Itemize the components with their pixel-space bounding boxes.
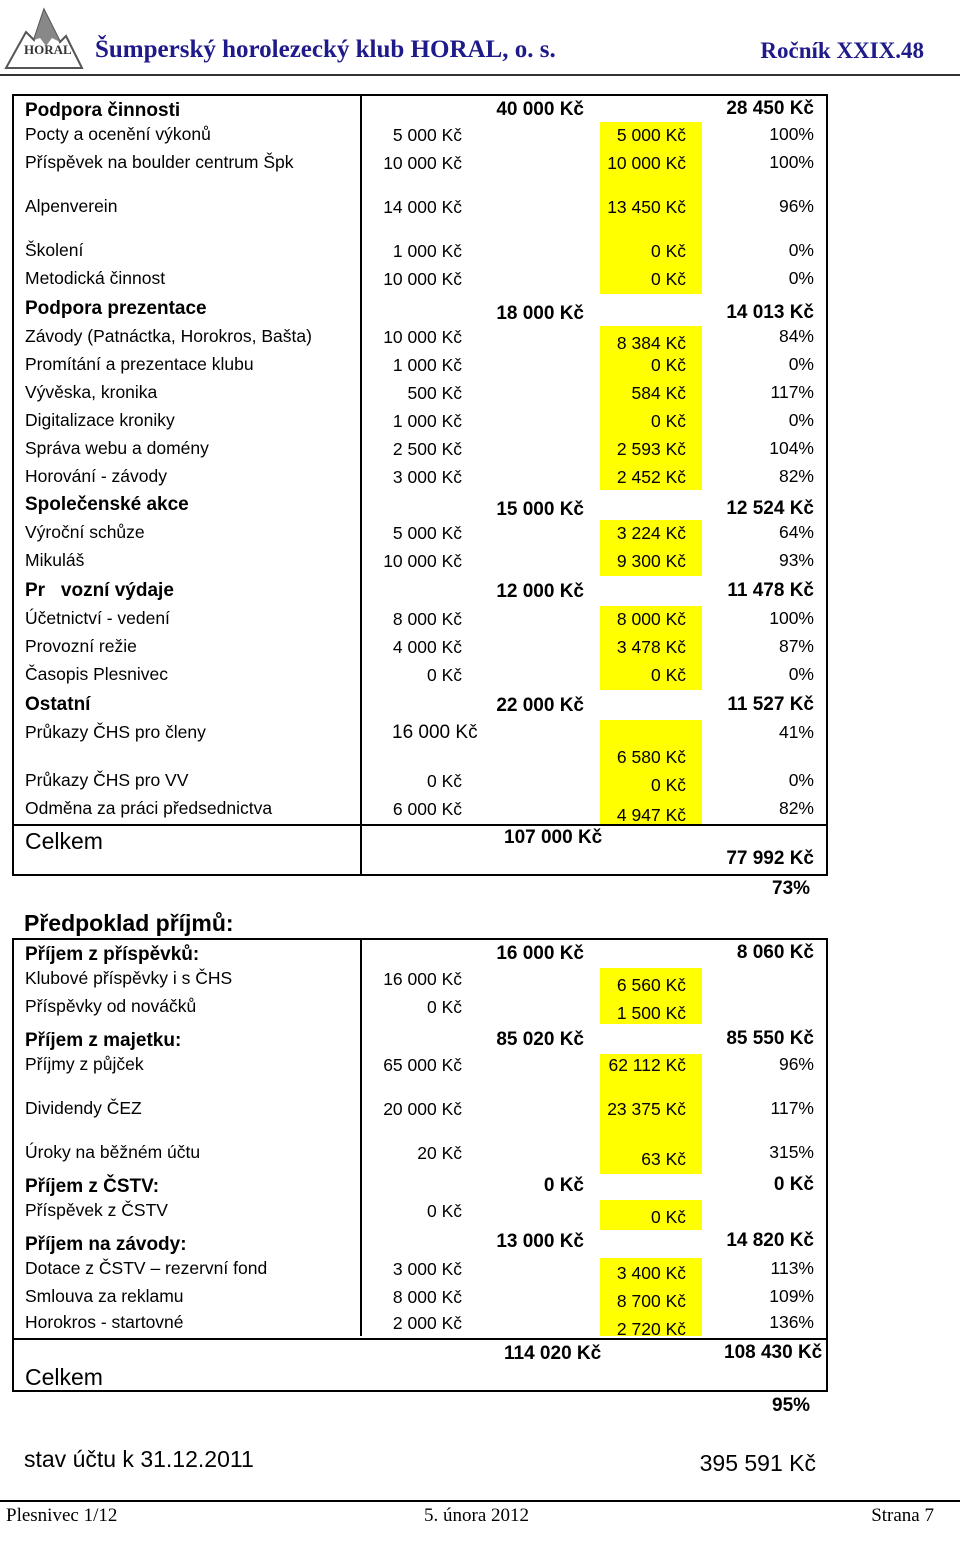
income-heading: Předpoklad příjmů: [24, 910, 234, 936]
row-actual: 0 Kč [650, 241, 686, 261]
total-label: Celkem [25, 1364, 103, 1390]
logo-text: HORAL [24, 42, 72, 57]
section-plan: 22 000 Kč [496, 695, 584, 716]
row-percent: 82% [778, 466, 814, 486]
row-label: Metodická činnost [25, 268, 166, 288]
table-row [14, 1286, 826, 1312]
row-actual: 584 Kč [631, 383, 686, 403]
total-label: Celkem [25, 828, 103, 854]
table-row [14, 1098, 826, 1142]
section-actual: 14 820 Kč [726, 1230, 814, 1251]
balance-label: stav účtu k 31.12.2011 [24, 1446, 254, 1472]
section-header-row [14, 1230, 826, 1258]
income-table [12, 938, 828, 1392]
row-percent: 117% [770, 1098, 814, 1118]
row-plan: 1 000 Kč [392, 355, 462, 375]
section-header-row [14, 492, 826, 520]
section-title: Společenské akce [25, 494, 189, 515]
section-actual: 85 550 Kč [726, 1028, 814, 1049]
row-percent: 100% [769, 124, 814, 144]
section-title: Příjem z příspěvků: [25, 944, 200, 965]
row-plan: 2 500 Kč [392, 439, 462, 459]
table-row [14, 438, 826, 464]
row-label: Průkazy ČHS pro členy [25, 722, 206, 742]
row-actual: 2 720 Kč [616, 1319, 686, 1339]
row-plan: 10 000 Kč [383, 327, 462, 347]
row-actual: 2 452 Kč [616, 467, 686, 487]
row-plan: 5 000 Kč [392, 125, 462, 145]
row-percent: 84% [778, 326, 814, 346]
section-actual: 0 Kč [773, 1174, 814, 1195]
row-label: Odměna za práci předsednictva [25, 798, 273, 818]
row-percent: 0% [788, 770, 814, 790]
row-plan: 0 Kč [426, 771, 462, 791]
table-row [14, 410, 826, 436]
row-percent: 0% [788, 240, 814, 260]
total-actual: 77 992 Kč [726, 848, 814, 869]
row-percent: 93% [778, 550, 814, 570]
row-label: Úroky na běžném účtu [25, 1142, 201, 1162]
section-plan: 13 000 Kč [496, 1231, 584, 1252]
row-actual: 0 Kč [650, 269, 686, 289]
row-plan: 8 000 Kč [392, 609, 462, 629]
row-label: Pocty a ocenění výkonů [25, 124, 211, 144]
row-actual: 0 Kč [650, 665, 686, 685]
row-label: Příspěvek z ČSTV [25, 1200, 168, 1220]
row-label: Správa webu a domény [25, 438, 209, 458]
page-header [0, 0, 960, 75]
row-percent: 113% [770, 1258, 814, 1278]
volume-number: Ročník XXIX.48 [760, 38, 924, 63]
section-header-row [14, 1026, 826, 1054]
table-row [14, 722, 826, 768]
row-label: Promítání a prezentace klubu [25, 354, 254, 374]
section-header-row [14, 96, 826, 122]
table-row [14, 382, 826, 408]
row-actual: 8 700 Kč [616, 1291, 686, 1311]
row-percent: 100% [769, 608, 814, 628]
total-plan: 107 000 Kč [504, 827, 603, 848]
section-plan: 18 000 Kč [496, 303, 584, 324]
row-label: Příspěvky od nováčků [25, 996, 197, 1016]
row-label: Účetnictví - vedení [25, 608, 170, 628]
row-actual: 5 000 Kč [616, 125, 686, 145]
row-actual: 3 224 Kč [616, 523, 686, 543]
section-actual: 12 524 Kč [726, 498, 814, 519]
row-percent: 100% [769, 152, 814, 172]
row-label: Školení [25, 240, 84, 260]
row-label: Časopis Plesnivec [25, 664, 168, 684]
row-actual: 0 Kč [650, 411, 686, 431]
row-plan: 0 Kč [426, 997, 462, 1017]
row-plan: 65 000 Kč [383, 1055, 462, 1075]
footer-date: 5. února 2012 [424, 1505, 530, 1526]
total-row [14, 824, 826, 876]
row-actual: 0 Kč [650, 775, 686, 795]
row-label: Provozní režie [25, 636, 137, 656]
row-plan: 4 000 Kč [392, 637, 462, 657]
table-row [14, 466, 826, 492]
row-plan: 10 000 Kč [383, 551, 462, 571]
row-percent: 96% [778, 1054, 814, 1074]
row-plan: 20 000 Kč [383, 1099, 462, 1119]
table-row [14, 664, 826, 690]
row-plan: 1 000 Kč [392, 411, 462, 431]
section-title: Příjem z majetku: [25, 1030, 182, 1051]
section-header-row [14, 692, 826, 720]
section-title: Ostatní [25, 694, 91, 715]
row-actual: 9 300 Kč [616, 551, 686, 571]
table-row [14, 550, 826, 576]
row-actual: 4 947 Kč [616, 805, 686, 825]
footer-page: Strana 7 [871, 1505, 934, 1526]
section-plan: 16 000 Kč [496, 943, 584, 964]
row-percent: 136% [769, 1312, 814, 1332]
row-actual: 2 593 Kč [616, 439, 686, 459]
row-label: Smlouva za reklamu [25, 1286, 184, 1306]
table-row [14, 770, 826, 796]
row-actual: 13 450 Kč [607, 197, 686, 217]
row-label: Dividendy ČEZ [25, 1098, 142, 1118]
table-row [14, 124, 826, 148]
row-percent: 96% [778, 196, 814, 216]
table-row [14, 1312, 826, 1338]
row-percent: 82% [778, 798, 814, 818]
row-plan: 8 000 Kč [392, 1287, 462, 1307]
section-actual: 11 527 Kč [727, 694, 814, 715]
row-percent: 87% [778, 636, 814, 656]
total-actual: 108 430 Kč [724, 1342, 823, 1363]
section-actual: 8 060 Kč [736, 942, 814, 963]
section-actual: 14 013 Kč [726, 302, 814, 323]
table-row [14, 522, 826, 548]
row-plan: 10 000 Kč [383, 269, 462, 289]
table-row [14, 1142, 826, 1172]
row-plan: 3 000 Kč [392, 1259, 462, 1279]
section-title: Příjem z ČSTV: [25, 1176, 160, 1197]
table-row [14, 326, 826, 352]
row-plan: 1 000 Kč [392, 241, 462, 261]
row-plan: 2 000 Kč [392, 1313, 462, 1333]
row-actual: 10 000 Kč [607, 153, 686, 173]
header-divider [0, 74, 960, 76]
row-actual: 62 112 Kč [608, 1055, 686, 1075]
row-label: Příspěvek na boulder centrum Špk [25, 152, 294, 172]
row-plan: 0 Kč [426, 665, 462, 685]
row-label: Horování - závody [25, 466, 168, 486]
row-plan: 16 000 Kč [392, 722, 478, 743]
row-actual: 23 375 Kč [607, 1099, 686, 1119]
row-plan: 20 Kč [417, 1143, 462, 1163]
section-plan: 85 020 Kč [496, 1029, 584, 1050]
section-header-row [14, 1172, 826, 1200]
row-percent: 0% [788, 268, 814, 288]
expenses-table [12, 94, 828, 876]
table-row [14, 968, 826, 996]
section-title: Příjem na závody: [25, 1234, 187, 1255]
row-actual: 8 000 Kč [616, 609, 686, 629]
section-header-row [14, 578, 826, 606]
table-row [14, 798, 826, 824]
row-percent: 0% [788, 410, 814, 430]
row-actual: 63 Kč [641, 1149, 686, 1169]
row-label: Dotace z ČSTV – rezervní fond [25, 1258, 268, 1278]
table-row [14, 1200, 826, 1230]
row-percent: 117% [770, 382, 814, 402]
table-row [14, 636, 826, 662]
row-actual: 1 500 Kč [616, 1003, 686, 1023]
row-actual: 3 400 Kč [616, 1263, 686, 1283]
section-actual: 11 478 Kč [727, 580, 814, 601]
row-plan: 5 000 Kč [392, 523, 462, 543]
row-percent: 64% [778, 522, 814, 542]
section-header-row [14, 298, 826, 324]
table-row [14, 1258, 826, 1284]
row-label: Výroční schůze [25, 522, 145, 542]
section-title: Pr vozní výdaje [25, 580, 174, 601]
row-label: Horokros - startovné [25, 1312, 184, 1332]
row-plan: 10 000 Kč [383, 153, 462, 173]
row-percent: 0% [788, 354, 814, 374]
total-percent: 73% [772, 878, 811, 899]
table-row [14, 268, 826, 294]
row-percent: 109% [769, 1286, 814, 1306]
row-actual: 0 Kč [650, 355, 686, 375]
table-row [14, 1054, 826, 1098]
row-plan: 6 000 Kč [392, 799, 462, 819]
section-header-row [14, 940, 826, 968]
row-label: Klubové příspěvky i s ČHS [25, 968, 233, 988]
club-logo [4, 2, 84, 70]
row-label: Alpenverein [25, 196, 118, 216]
footer-issue: Plesnivec 1/12 [6, 1505, 118, 1526]
row-actual: 0 Kč [650, 1207, 686, 1227]
row-label: Průkazy ČHS pro VV [25, 770, 189, 790]
table-row [14, 152, 826, 196]
row-percent: 0% [788, 664, 814, 684]
section-plan: 12 000 Kč [496, 581, 584, 602]
row-actual: 6 580 Kč [616, 747, 686, 767]
table-row [14, 196, 826, 240]
section-title: Podpora prezentace [25, 298, 207, 319]
table-row [14, 354, 826, 380]
row-percent: 315% [769, 1142, 814, 1162]
row-plan: 14 000 Kč [383, 197, 462, 217]
table-row [14, 608, 826, 634]
section-title: Podpora činnosti [25, 100, 181, 121]
total-percent: 95% [772, 1395, 811, 1416]
club-name: Šumperský horolezecký klub HORAL, o. s. [95, 36, 556, 63]
section-actual: 28 450 Kč [726, 98, 814, 119]
row-actual: 3 478 Kč [616, 637, 686, 657]
row-plan: 3 000 Kč [392, 467, 462, 487]
row-percent: 41% [778, 722, 814, 742]
row-label: Mikuláš [25, 550, 85, 570]
row-plan: 0 Kč [426, 1201, 462, 1221]
row-label: Příjmy z půjček [25, 1054, 144, 1074]
table-row [14, 240, 826, 266]
section-plan: 40 000 Kč [496, 99, 584, 120]
footer-divider [0, 1500, 960, 1502]
row-actual: 6 560 Kč [616, 975, 686, 995]
total-plan: 114 020 Kč [504, 1343, 602, 1364]
table-row [14, 996, 826, 1024]
total-row [14, 1338, 826, 1392]
row-plan: 500 Kč [407, 383, 462, 403]
section-plan: 15 000 Kč [496, 499, 584, 520]
balance-value: 395 591 Kč [699, 1450, 816, 1476]
row-actual: 8 384 Kč [616, 333, 686, 353]
section-plan: 0 Kč [543, 1175, 584, 1196]
row-label: Vývěska, kronika [25, 382, 158, 402]
row-percent: 104% [769, 438, 814, 458]
row-plan: 16 000 Kč [383, 969, 462, 989]
row-label: Závody (Patnáctka, Horokros, Bašta) [25, 326, 312, 346]
row-label: Digitalizace kroniky [25, 410, 175, 430]
